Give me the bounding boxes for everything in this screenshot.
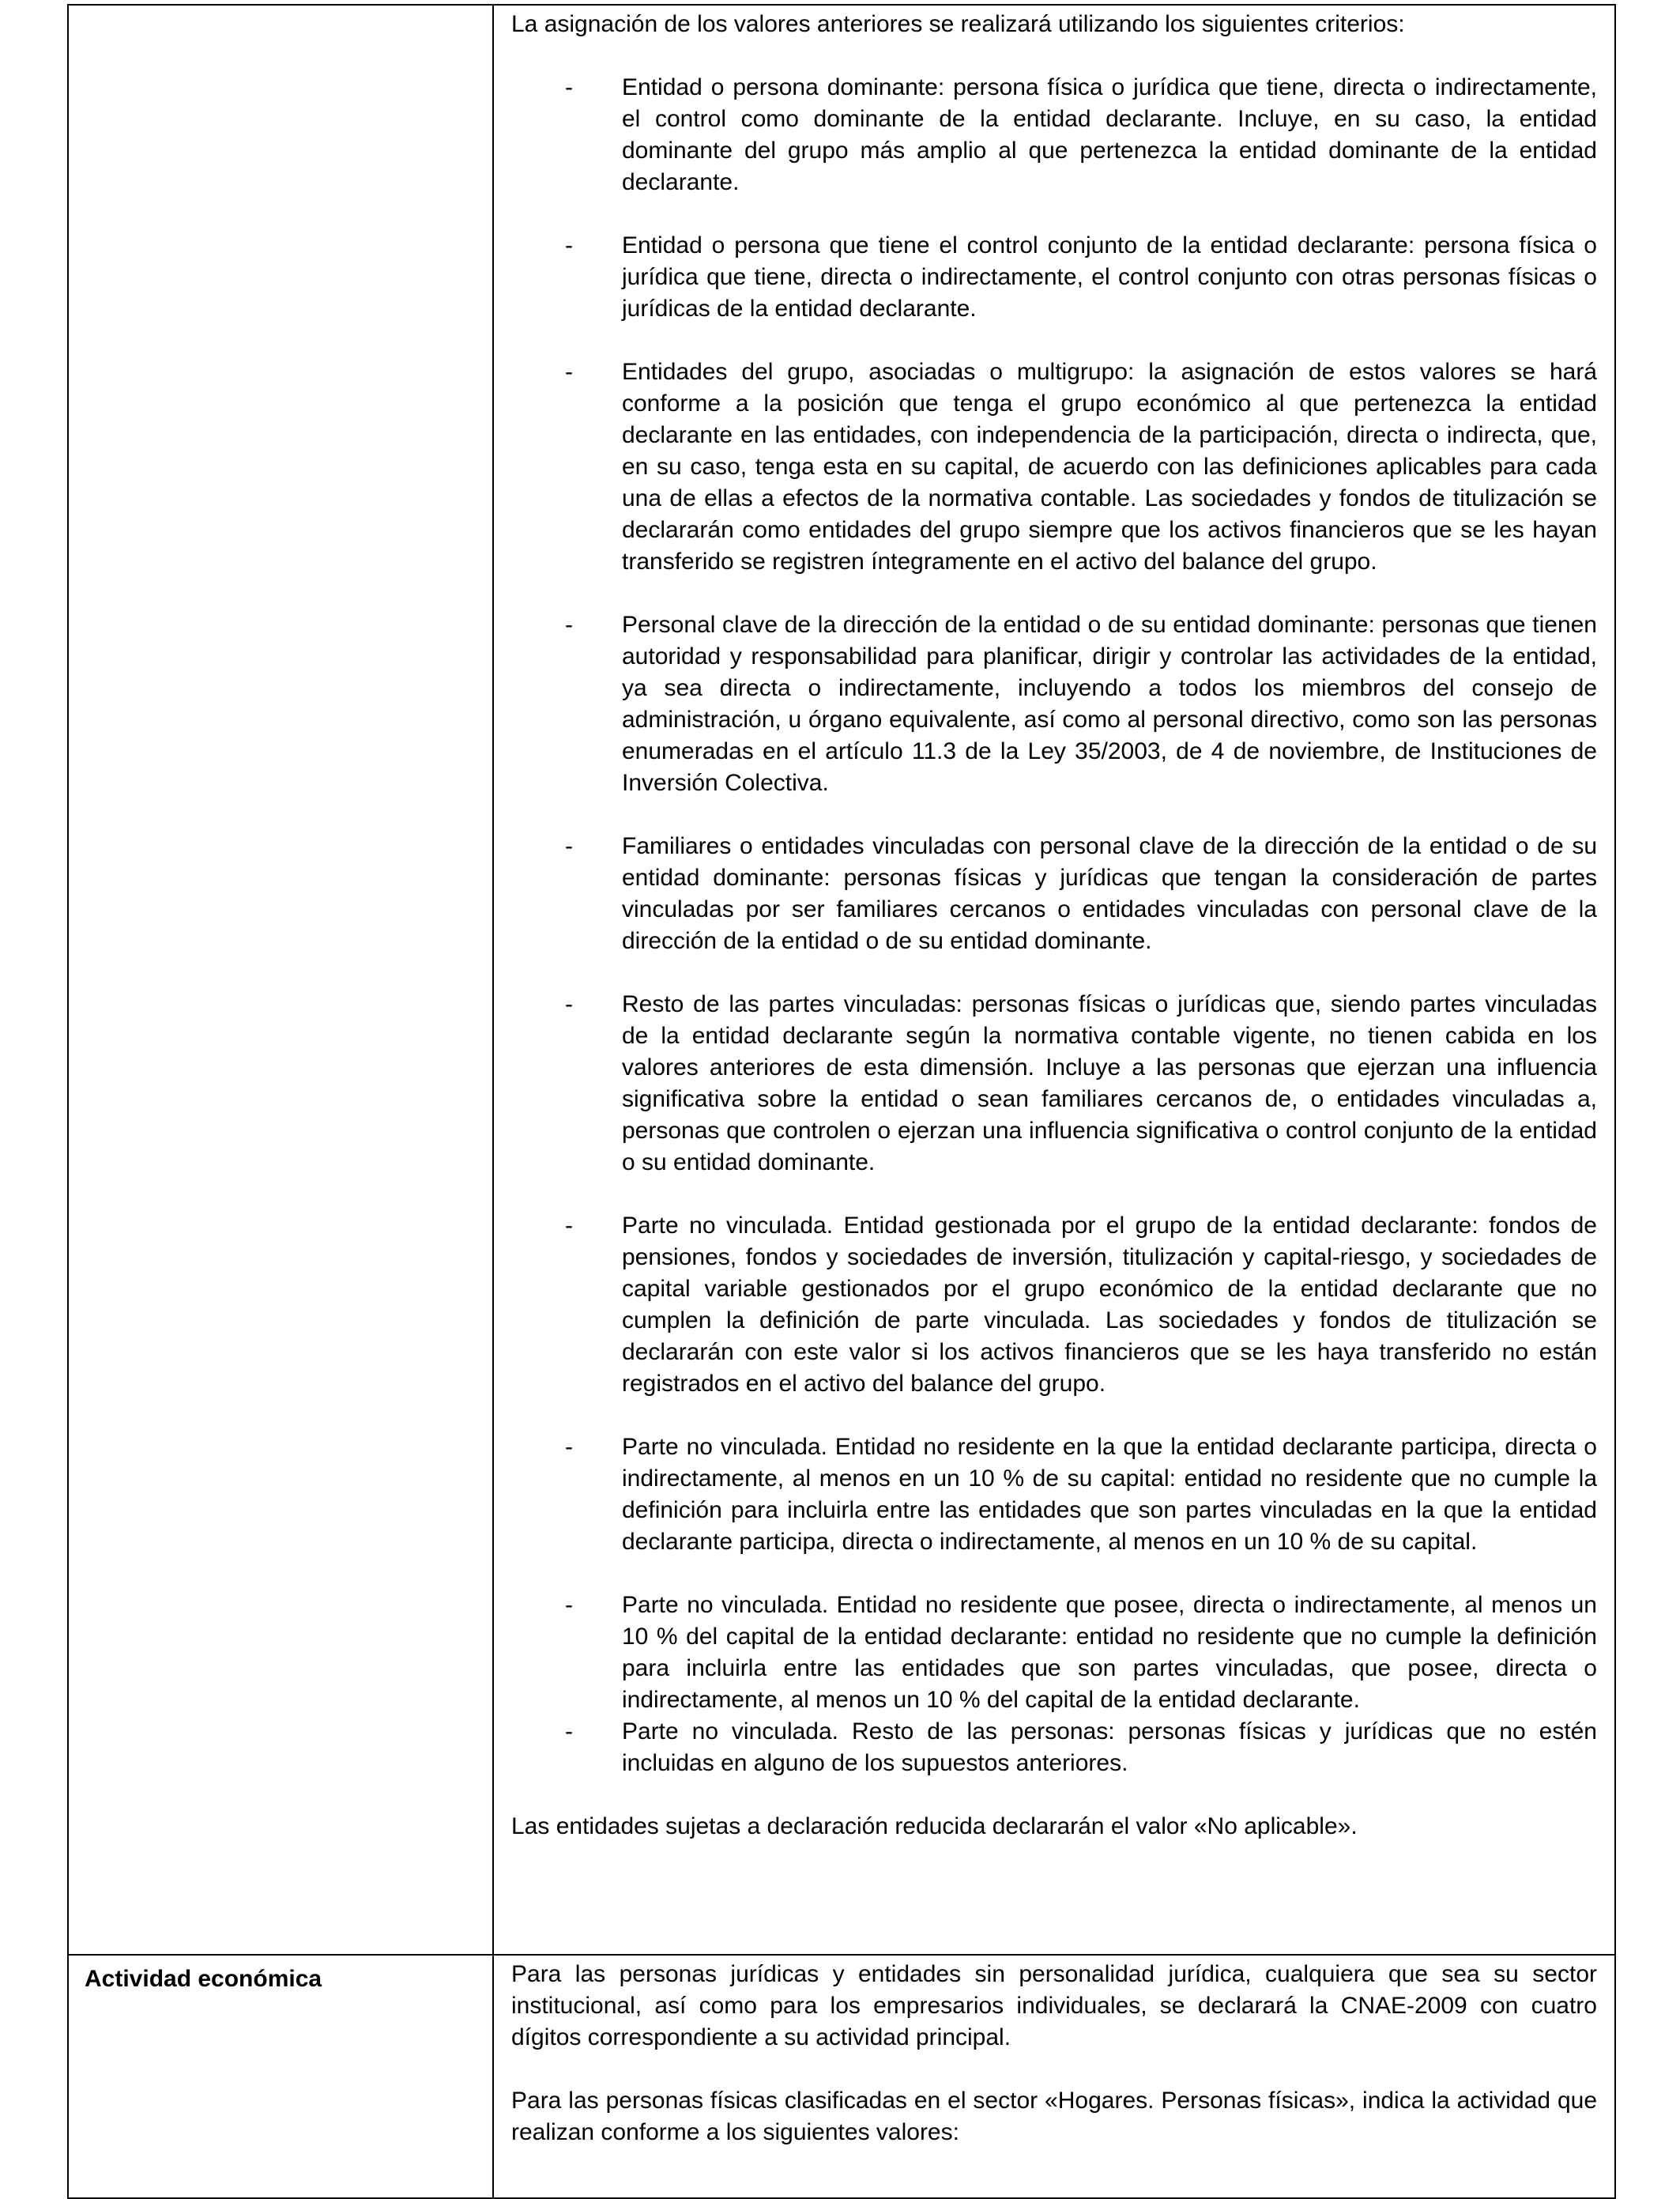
list-item <box>511 989 1597 1179</box>
list-item <box>511 831 1597 957</box>
list-item-text: Parte no vinculada. Entidad no residente que posee, directa o indirectamente, al menos un 10 % del capital de la entidad declarante: entidad no residente que no cumple la definición para incluirla entre las entidades que son partes vinculadas, que posee, directa o indirectamente, al menos un 10 % del capital de la entidad declarante. <box>622 1592 1597 1713</box>
list-item <box>511 72 1597 198</box>
list-item-text: Entidad o persona que tiene el control conjunto de la entidad declarante: persona física o jurídica que tiene, directa o indirectamente, el control conjunto con otras personas físicas o jurídicas de la entidad declarante. <box>622 232 1597 322</box>
list-item-text: Parte no vinculada. Entidad gestionada por el grupo de la entidad declarante: fondos de pensiones, fondos y sociedades de inversión, titulización y capital-riesgo, y sociedades de capital variable gestionados por el grupo económico de la entidad declarante que no cumplen la definición de parte vinculada. Las sociedades y fondos de titulización se declararán con este valor si los activos financieros que se les haya transferido no están registrados en el activo del balance del grupo. <box>622 1213 1597 1397</box>
list-item-text: Entidades del grupo, asociadas o multigrupo: la asignación de estos valores se hará conforme a la posición que tenga el grupo económico al que pertenezca la entidad declarante en las entidades, con independencia de la participación, directa o indirecta, que, en su caso, tenga esta en su capital, de acuerdo con las definiciones aplicables para cada una de ellas a efectos de la normativa contable. Las sociedades y fondos de titulización se declararán como entidades del grupo siempre que los activos financieros que se les hayan transferido se registren íntegramente en el activo del balance del grupo. <box>622 359 1597 575</box>
row-label-cell: Actividad económica <box>68 1955 493 2198</box>
intro-paragraph: La asignación de los valores anteriores se realizará utilizando los siguientes criterios: <box>511 11 1405 37</box>
table-row <box>68 5 1615 1955</box>
body-paragraph: Para las personas físicas clasificadas en el sector «Hogares. Personas físicas», indica la actividad que realizan conforme a los siguientes valores: <box>511 2088 1597 2145</box>
list-item <box>511 1431 1597 1558</box>
bullet-dash: - <box>565 1592 573 1618</box>
list-item-text: Parte no vinculada. Resto de las personas: personas físicas y jurídicas que no estén incluidas en alguno de los supuestos anteriores. <box>622 1718 1597 1776</box>
body-paragraph: Para las personas jurídicas y entidades sin personalidad jurídica, cualquiera que sea su sector institucional, así como para los empresarios individuales, se declarará la CNAE-2009 con cuatro dígitos correspondiente a su actividad principal. <box>511 1961 1597 2050</box>
bullet-dash: - <box>565 1213 573 1239</box>
bullet-dash: - <box>565 232 573 258</box>
list-item <box>511 1590 1597 1716</box>
table-row <box>68 1955 1615 2198</box>
list-item-text: Parte no vinculada. Entidad no residente en la que la entidad declarante participa, directa o indirectamente, al menos en un 10 % de su capital: entidad no residente que no cumple la definición para incluirla entre las entidades que son partes vinculadas en la que la entidad declarante participa, directa o indirectamente, al menos en un 10 % de su capital. <box>622 1434 1597 1555</box>
list-item <box>511 356 1597 578</box>
list-item-text: Familiares o entidades vinculadas con personal clave de la dirección de la entidad o de su entidad dominante: personas físicas y jurídicas que tengan la consideración de partes vinculadas por ser familiares cercanos o entidades vinculadas con personal clave de la dirección de la entidad o de su entidad dominante. <box>622 833 1597 954</box>
bullet-dash: - <box>565 991 573 1017</box>
list-item <box>511 230 1597 325</box>
list-item-text: Personal clave de la dirección de la entidad o de su entidad dominante: personas que tienen autoridad y responsabilidad para planificar, dirigir y controlar las actividades de la entidad, ya sea directa o indirectamente, incluyendo a todos los miembros del consejo de administración, u órgano equivalente, así como al personal directivo, como son las personas enumeradas en el artículo 11.3 de la Ley 35/2003, de 4 de noviembre, de Instituciones de Inversión Colectiva. <box>622 612 1597 796</box>
list-item <box>511 1210 1597 1400</box>
bullet-dash: - <box>565 833 573 859</box>
bullet-dash: - <box>565 1718 573 1744</box>
bullet-dash: - <box>565 1434 573 1460</box>
list-item-text: Resto de las partes vinculadas: personas físicas o jurídicas que, siendo partes vinculadas de la entidad declarante según la normativa contable vigente, no tienen cabida en los valores anteriores de esta dimensión. Incluye a las personas que ejerzan una influencia significativa sobre la entidad o sean familiares cercanos de, o entidades vinculadas a, personas que controlen o ejerzan una influencia significativa o control conjunto de la entidad o su entidad dominante. <box>622 991 1597 1175</box>
row-content-cell <box>493 1955 1615 2198</box>
row-content-cell <box>493 5 1615 1955</box>
list-item <box>511 1716 1597 1779</box>
definitions-table <box>67 4 1616 2199</box>
bullet-dash: - <box>565 612 573 638</box>
bullet-dash: - <box>565 74 573 100</box>
bullet-dash: - <box>565 359 573 385</box>
list-item <box>511 609 1597 799</box>
list-item-text: Entidad o persona dominante: persona física o jurídica que tiene, directa o indirectamente, el control como dominante de la entidad declarante. Incluye, en su caso, la entidad dominante del grupo más amplio al que pertenezca la entidad dominante de la entidad declarante. <box>622 74 1597 195</box>
closing-paragraph: Las entidades sujetas a declaración reducida declararán el valor «No aplicable». <box>511 1813 1358 1839</box>
row-label-cell <box>68 5 493 1955</box>
